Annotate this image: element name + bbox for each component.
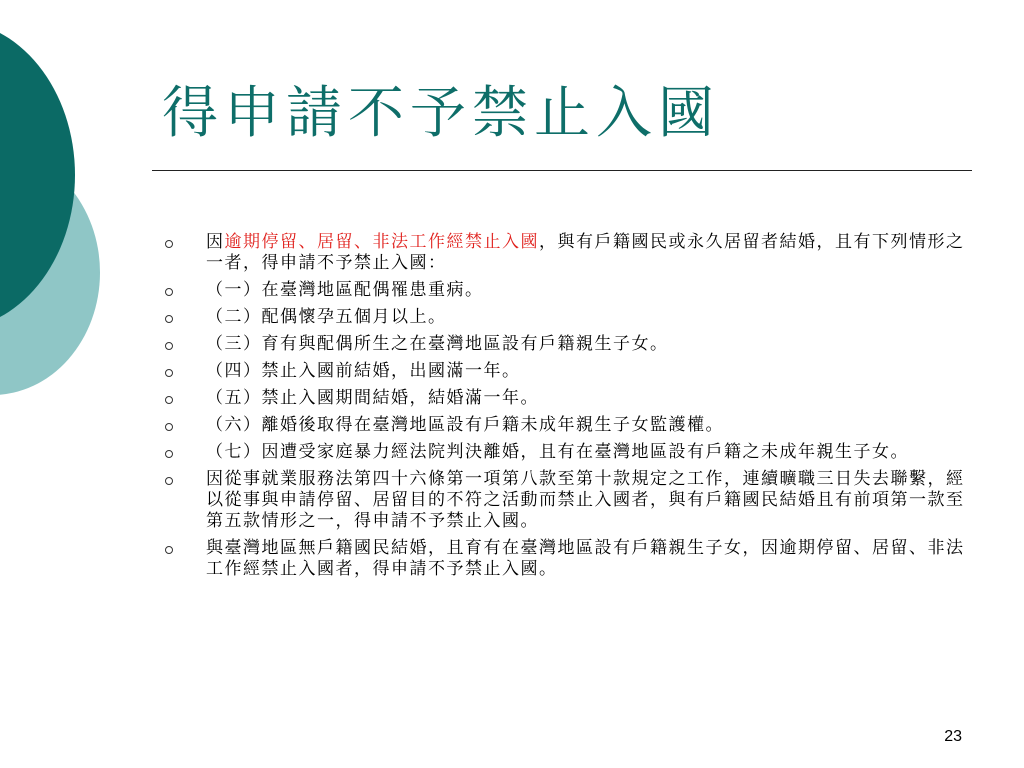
item-text: （六）離婚後取得在臺灣地區設有戶籍未成年親生子女監護權。 (206, 415, 724, 435)
item-suffix: ，與有戶籍國民或永久居留者結婚，且有下列情形之一者，得申請不予禁止入國： (206, 232, 965, 273)
item-text: （四）禁止入國前結婚，出國滿一年。 (206, 361, 521, 381)
page-number: 23 (944, 728, 962, 745)
item-prefix: 因 (206, 232, 225, 252)
list-item (165, 442, 980, 463)
list-item (165, 469, 980, 532)
list-item (165, 415, 980, 436)
list-item (165, 280, 980, 301)
bullet-circle-icon (165, 546, 173, 554)
bullet-circle-icon (165, 369, 173, 377)
list-item (165, 334, 980, 355)
highlighted-text: 逾期停留、居留、非法工作經禁止入國 (224, 232, 539, 252)
list-item (165, 232, 980, 274)
bullet-list (165, 232, 980, 586)
bullet-circle-icon (165, 342, 173, 350)
list-item (165, 307, 980, 328)
list-item (165, 538, 980, 580)
list-item (165, 388, 980, 409)
bullet-circle-icon (165, 450, 173, 458)
item-text: 與臺灣地區無戶籍國民結婚，且育有在臺灣地區設有戶籍親生子女，因逾期停留、居留、非法工作經禁止入國者，得申請不予禁止入國。 (206, 538, 965, 579)
item-text: （三）育有與配偶所生之在臺灣地區設有戶籍親生子女。 (206, 334, 669, 354)
bullet-circle-icon (165, 396, 173, 404)
bullet-circle-icon (165, 315, 173, 323)
list-item (165, 361, 980, 382)
slide-title: 得申請不予禁止入國 (162, 81, 720, 146)
title-divider (152, 170, 972, 171)
item-text: （七）因遭受家庭暴力經法院判決離婚，且有在臺灣地區設有戶籍之未成年親生子女。 (206, 442, 909, 462)
bullet-circle-icon (165, 477, 173, 485)
item-text: （五）禁止入國期間結婚，結婚滿一年。 (206, 388, 539, 408)
bullet-circle-icon (165, 423, 173, 431)
bullet-circle-icon (165, 240, 173, 248)
item-text: （二）配偶懷孕五個月以上。 (206, 307, 447, 327)
item-text: 因從事就業服務法第四十六條第一項第八款至第十款規定之工作，連續曠職三日失去聯繫，經以從事與申請停留、居留目的不符之活動而禁止入國者，與有戶籍國民結婚且有前項第一款至第五款情形之一，得申請不予禁止入國。 (206, 469, 965, 531)
item-text: （一）在臺灣地區配偶罹患重病。 (206, 280, 484, 300)
bullet-circle-icon (165, 288, 173, 296)
